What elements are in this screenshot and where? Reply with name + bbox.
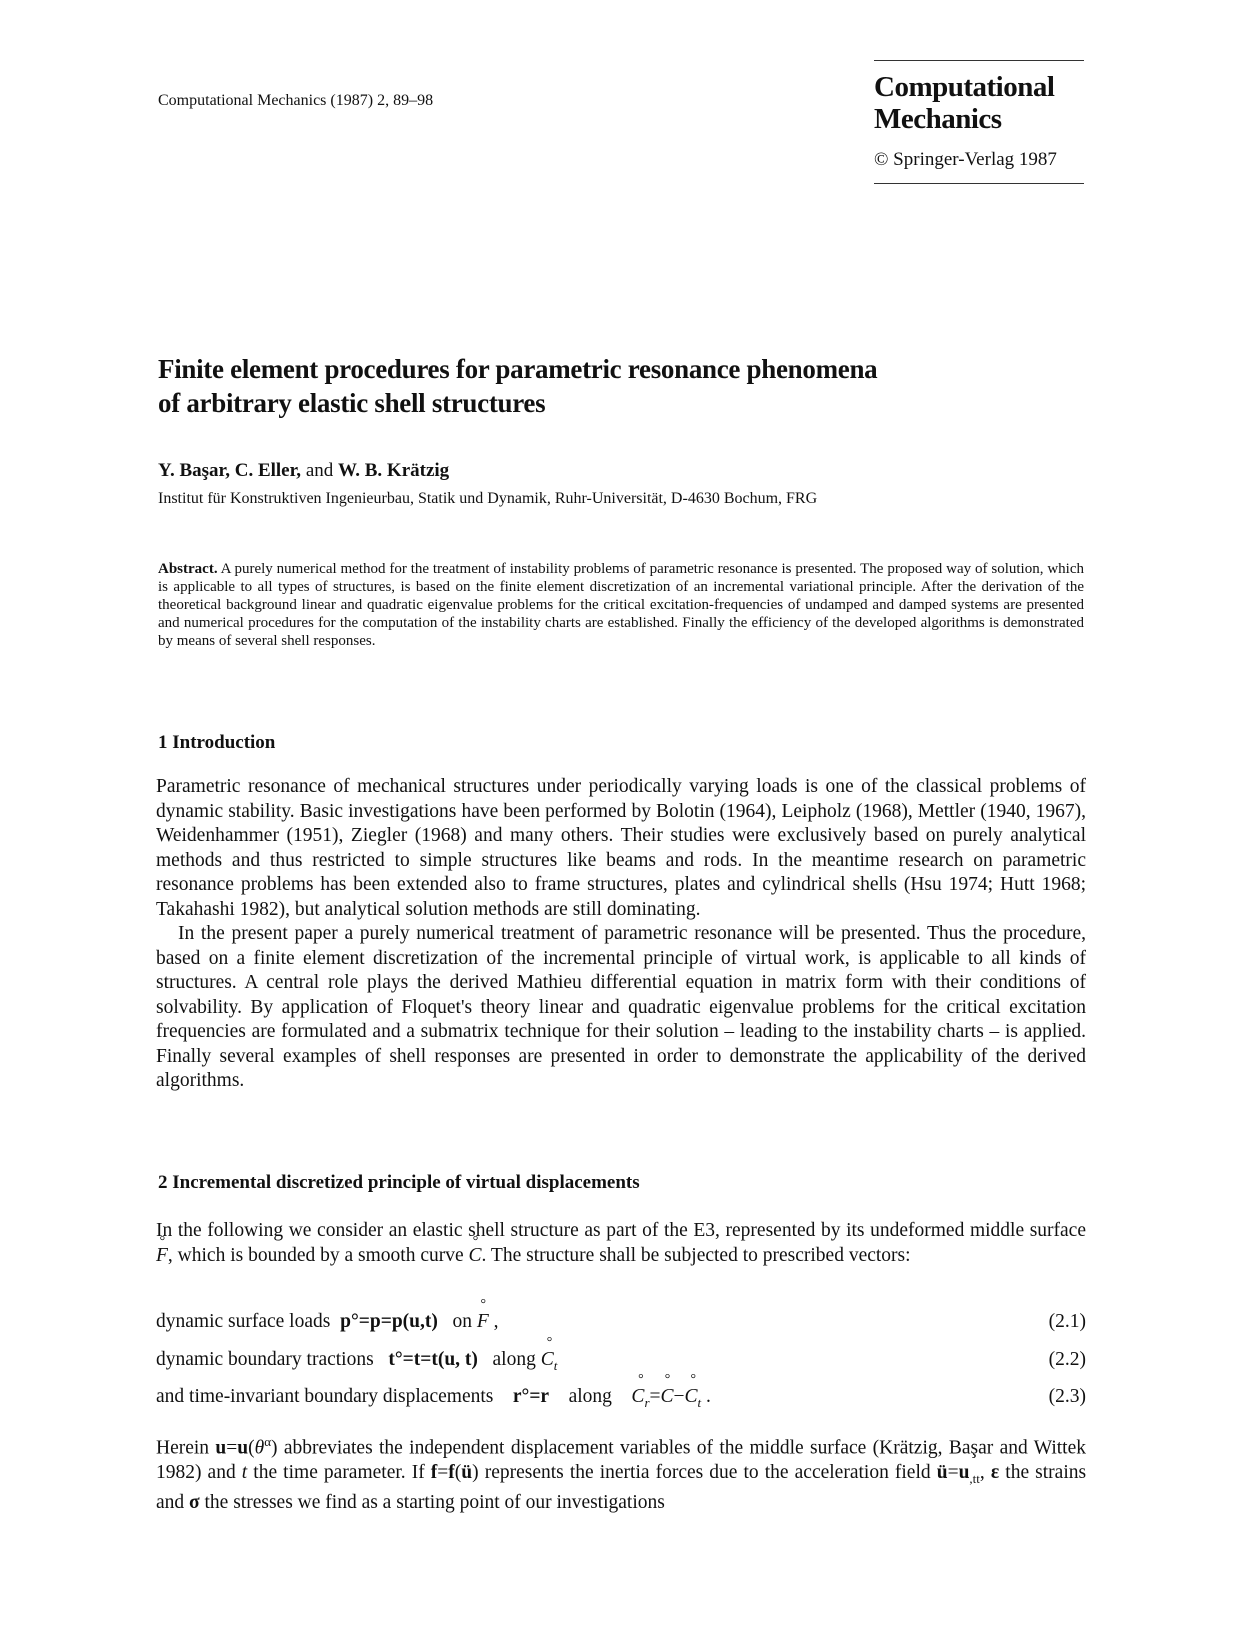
bottom-rule — [874, 183, 1084, 184]
equation-2-1: dynamic surface loads p°=p=p(u,t) on ° F , (2.1) — [156, 1311, 1086, 1337]
journal-title-line2: Mechanics — [874, 103, 1002, 135]
citation-line: Computational Mechanics (1987) 2, 89–98 — [158, 92, 434, 109]
eq2-label: dynamic boundary tractions — [156, 1349, 374, 1370]
equation-2-2 — [156, 1349, 1086, 1375]
author-3: W. B. Krätzig — [338, 460, 450, 481]
author-1: Y. Başar, — [158, 460, 230, 481]
section2-continuation — [156, 1430, 1086, 1516]
symbol-C: ° C — [469, 1244, 482, 1269]
abstract — [158, 560, 1084, 650]
equation-2-3: and time-invariant boundary displacements r°=r along ° $C_r=^\circ$ C−° $C_t$ . (2.3) — [156, 1386, 1086, 1412]
section2-paragraph: In the following we consider an elastic shell structure as part of the E3, represented by its undeformed middle surface ° F, which is bounded by a smooth curve ° C. The structure shall be subjected to prescribed vectors: — [156, 1219, 1086, 1268]
eq3-expression: r°=r — [512, 1386, 550, 1407]
eq3-label: and time-invariant boundary displacements — [156, 1386, 494, 1407]
eq1-label: dynamic surface loads — [156, 1311, 331, 1332]
paper-title-line1: Finite element procedures for parametric resonance phenomena — [158, 354, 878, 384]
eq1-expression: p°=p=p(u,t) — [340, 1311, 438, 1332]
eq3-number: (2.3) — [1048, 1386, 1086, 1407]
affiliation: Institut für Konstruktiven Ingenieurbau, Statik und Dynamik, Ruhr-Universität, D-4630 Bochum, FRG — [158, 490, 818, 507]
symbol-F: ° F — [156, 1244, 168, 1269]
eq1-symbol-F: ° F — [477, 1311, 489, 1333]
section2-continuation-paragraph: Herein $u=u(\theta^\alpha)$ abbreviates the independent displacement variables of the middle surface (Krätzig, Başar and Wittek 1982) and t the time parameter. If f=f(ü) represents the inertia forces due to the acceleration field $ü=u_{,tt}$, ε the strains and σ the stresses we find as a starting point of our investigations — [156, 1434, 1087, 1514]
intro-paragraph-2: In the present paper a purely numerical treatment of parametric resonance will be presented. Thus the procedure, based on a finite element discretization of the incremental principle of virtual work, is applicable to all kinds of structures. A central role plays the derived Mathieu differential equation in matrix form with their conditions of solvability. By application of Floquet's theory linear and quadratic eigenvalue problems for the critical excitation frequencies are formulated and a submatrix technique for their solution – leading to the instability charts – is applied. Finally several examples of shell responses are presented in order to demonstrate the applicability of the derived algorithms. — [156, 923, 1086, 1091]
journal-title-line1: Computational — [874, 71, 1055, 103]
eq2-symbol-Ct: ° $C_t$ — [541, 1349, 558, 1374]
section-heading-principle: 2 Incremental discretized principle of virtual displacements — [158, 1172, 640, 1193]
paper-title-line2: of arbitrary elastic shell structures — [158, 388, 546, 418]
intro-paragraph-1: Parametric resonance of mechanical structures under periodically varying loads is one of the classical problems of dynamic stability. Basic investigations have been performed by Bolotin (1964), Leipholz (1968), Mettler (1940, 1967), Weidenhammer (1951), Ziegler (1968) and many others. Their studies were exclusively based on purely analytical methods and thus restricted to simple structures like beams and rods. In the meantime research on parametric resonance problems has been extended also to frame structures, plates and cylindrical shells (Hsu 1974; Hutt 1968; Takahashi 1982), but analytical solution methods are still dominating. — [156, 776, 1086, 920]
eq1-number: (2.1) — [1048, 1311, 1086, 1332]
introduction-body — [156, 775, 1086, 1094]
eq2-along: along — [492, 1349, 536, 1370]
top-rule — [874, 60, 1084, 61]
eq2-number: (2.2) — [1048, 1349, 1086, 1370]
eq3-symbol-Cr: ° $C_r$ — [631, 1386, 649, 1411]
journal-block — [874, 60, 1084, 184]
eq2-expression: t°=t=t(u, t) — [388, 1349, 478, 1370]
journal-title — [874, 71, 1084, 135]
section2-intro — [156, 1219, 1086, 1268]
author-2: C. Eller, — [234, 460, 302, 481]
authors — [158, 460, 449, 482]
copyright: © Springer-Verlag 1987 — [874, 149, 1057, 170]
paper-title — [158, 352, 1058, 420]
abstract-label: Abstract. — [158, 561, 218, 577]
abstract-text: A purely numerical method for the treatment of instability problems of parametric resonance is presented. The proposed way of solution, which is applicable to all types of structures, is based on the finite element discretization of an incremental variational principle. After the derivation of the theoretical background linear and quadratic eigenvalue problems for the critical excitation-frequencies of undamped and damped systems are presented and numerical procedures for the computation of the instability charts are established. Finally the efficiency of the developed algorithms is demonstrated by means of several shell responses. — [158, 561, 1084, 649]
eq3-along: along — [568, 1386, 612, 1407]
section-heading-introduction: 1 Introduction — [158, 732, 276, 753]
author-conjunction: and — [305, 460, 334, 481]
eq1-on: on — [452, 1311, 472, 1332]
